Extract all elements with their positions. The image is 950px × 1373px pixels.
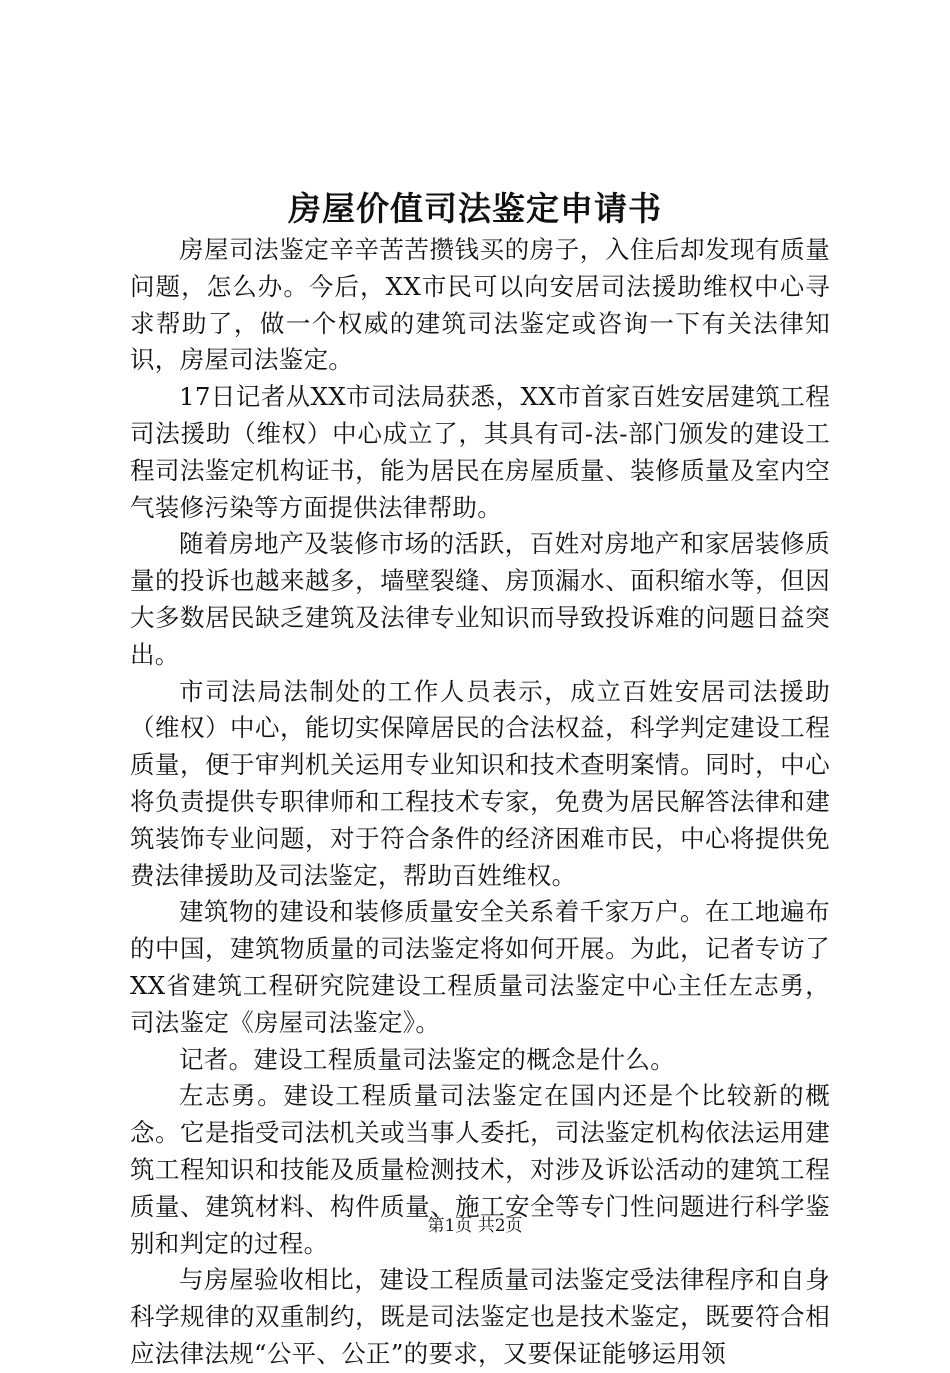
page-footer: 第1页 共2页 <box>427 1216 523 1236</box>
paragraph: 左志勇。建设工程质量司法鉴定在国内还是个比较新的概念。它是指受司法机关或当事人委托，司法鉴定机构依法运用建筑工程知识和技能及质量检测技术，对涉及诉讼活动的建筑工程质量、建筑材料、构件质量、施工安全等专门性问题进行科学鉴别和判定的过程。 <box>130 1081 830 1258</box>
paragraph: 17日记者从XX市司法局获悉，XX市首家百姓安居建筑工程司法援助（维权）中心成立了，其具有司-法-部门颁发的建设工程司法鉴定机构证书，能为居民在房屋质量、装修质量及室内空气装修污染等方面提供法律帮助。 <box>130 382 830 522</box>
paragraph: 记者。建设工程质量司法鉴定的概念是什么。 <box>179 1044 675 1074</box>
paragraph: 市司法局法制处的工作人员表示，成立百姓安居司法援助（维权）中心，能切实保障居民的合法权益，科学判定建设工程质量，便于审判机关运用专业知识和技术查明案情。同时，中心将负责提供专职律师和工程技术专家，免费为居民解答法律和建筑装饰专业问题，对于符合条件的经济困难市民，中心将提供免费法律援助及司法鉴定，帮助百姓维权。 <box>130 676 830 890</box>
paragraph: 建筑物的建设和装修质量安全关系着千家万户。在工地遍布的中国，建筑物质量的司法鉴定将如何开展。为此，记者专访了XX省建筑工程研究院建设工程质量司法鉴定中心主任左志勇，司法鉴定《房屋司法鉴定》。 <box>130 897 830 1037</box>
paragraph: 房屋司法鉴定辛辛苦苦攒钱买的房子，入住后却发现有质量问题，怎么办。今后，XX市民可以向安居司法援助维权中心寻求帮助了，做一个权威的建筑司法鉴定或咨询一下有关法律知识，房屋司法鉴定。 <box>130 235 830 375</box>
document-body <box>130 232 830 1373</box>
paragraph: 随着房地产及装修市场的活跃，百姓对房地产和家居装修质量的投诉也越来越多，墙壁裂缝、房顶漏水、面积缩水等，但因大多数居民缺乏建筑及法律专业知识而导致投诉难的问题日益突出。 <box>130 529 830 669</box>
document-title: 房屋价值司法鉴定申请书 <box>288 189 662 228</box>
paragraph: 与房屋验收相比，建设工程质量司法鉴定受法律程序和自身科学规律的双重制约，既是司法鉴定也是技术鉴定，既要符合相应法律法规“公平、公正”的要求，又要保证能够运用领 <box>130 1265 830 1368</box>
